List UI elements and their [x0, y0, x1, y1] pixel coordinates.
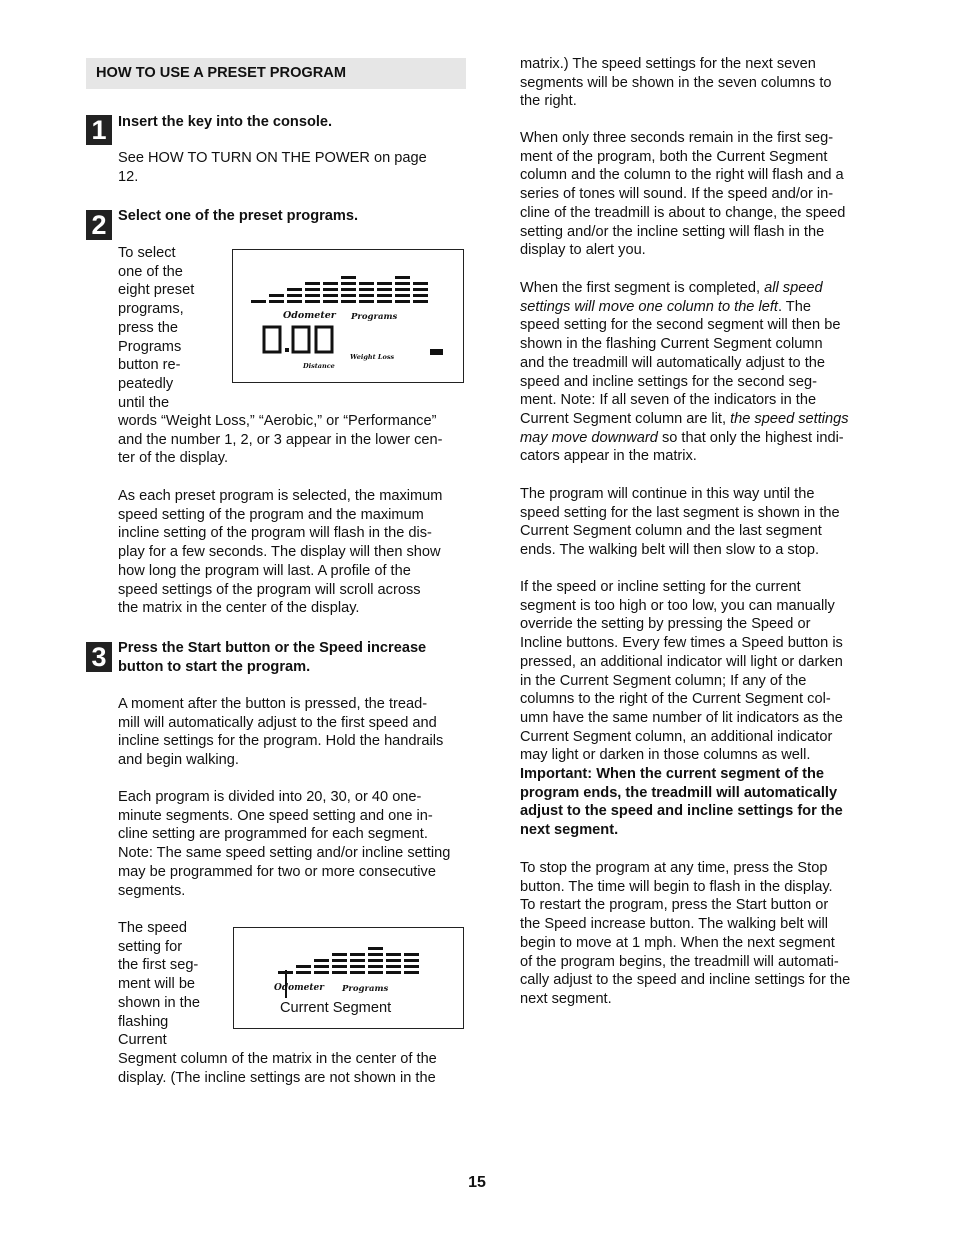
matrix-segment	[368, 971, 383, 974]
matrix-segment	[341, 276, 356, 279]
matrix-segment	[404, 953, 419, 956]
step-2-title: Select one of the preset programs.	[118, 208, 359, 224]
matrix-segment	[323, 288, 338, 291]
matrix-segment	[368, 965, 383, 968]
matrix-segment	[332, 965, 347, 968]
matrix-segment	[341, 294, 356, 297]
section-header	[86, 58, 466, 89]
distance-label: Distance	[303, 362, 335, 370]
step-3-continued: Segment column of the matrix in the center of the display. (The incline settings are not shown in the	[118, 1051, 437, 1086]
odometer-label-2: Odometer	[274, 983, 325, 993]
matrix-segment	[314, 971, 329, 974]
matrix-segment	[296, 971, 311, 974]
matrix-segment	[350, 965, 365, 968]
page-number: 15	[468, 1174, 486, 1191]
right-paragraph-2: When only three seconds remain in the first seg- ment of the program, both the Current Segment column and the column to the right will flash and a series of tones will sound. If the speed and/or in- cline of the treadmill is about to change, the speed setting and/or the incline setting will flash in the display to alert you.	[520, 130, 846, 259]
matrix-segment	[386, 965, 401, 968]
right-paragraph-4: The program will continue in this way until the speed setting for the last segment is shown in the Current Segment column and the last segment ends. The walking belt will then slow to a stop.	[520, 486, 840, 559]
step-number-3: 3	[86, 642, 112, 672]
matrix-segment	[287, 294, 302, 297]
matrix-segment	[368, 947, 383, 950]
matrix-segment	[413, 282, 428, 285]
matrix-segment	[269, 300, 284, 303]
right-paragraph-5: If the speed or incline setting for the current segment is too high or too low, you can manually override the setting by pressing the Speed or Incline buttons. Every few times a Speed button is pressed, an additional indicator will light or darken in the Current Segment column; If any of the columns to the right of the Current Segment col- umn have the same number of lit indicators as the Current Segment column, an additional indicator may light or darken in those columns as well. Important: When the current segment of the program ends, the treadmill will automatically adjust to the speed and incline settings for the next segment.	[520, 579, 843, 839]
matrix-segment	[377, 282, 392, 285]
matrix-segment	[395, 300, 410, 303]
matrix-segment	[413, 294, 428, 297]
console-display-illustration	[232, 249, 464, 383]
weight-loss-label: Weight Loss	[350, 353, 395, 361]
step-number-2: 2	[86, 210, 112, 240]
step-number-1: 1	[86, 115, 112, 145]
step-2-wrap-text: To select one of the eight preset programs, press the Programs button re- peatedly until the	[118, 245, 195, 411]
matrix-segment	[350, 959, 365, 962]
matrix-segment	[386, 959, 401, 962]
matrix-segment	[395, 288, 410, 291]
matrix-segment	[305, 282, 320, 285]
matrix-segment	[341, 282, 356, 285]
matrix-segment	[404, 971, 419, 974]
matrix-segment	[368, 953, 383, 956]
matrix-segment	[269, 294, 284, 297]
matrix-segment	[368, 959, 383, 962]
right-paragraph-3: When the first segment is completed, all speed settings will move one column to the left. The speed setting for the second segment will then be shown in the flashing Current Segment column and the treadmill will automatically adjust to the speed and incline settings for the second seg- ment. Note: If all seven of the indicators in the Current Segment column are lit, the speed settings may move downward so that only the highest indi- cators appear in the matrix.	[520, 280, 849, 465]
matrix-segment	[314, 965, 329, 968]
matrix-segment	[332, 971, 347, 974]
step-1-title: Insert the key into the console.	[118, 114, 333, 130]
matrix-segment	[395, 282, 410, 285]
step-3-paragraph-2: Each program is divided into 20, 30, or 40 one- minute segments. One speed setting and one in- cline setting are programmed for each segment. Note: The same speed setting and/or incline setting may be programmed for two or more consecutive segments.	[118, 789, 451, 899]
programs-label-2: Programs	[342, 984, 389, 994]
matrix-segment	[377, 294, 392, 297]
current-segment-caption: Current Segment	[280, 1000, 392, 1016]
speed-matrix-2	[278, 941, 423, 977]
matrix-segment	[305, 300, 320, 303]
matrix-segment	[332, 959, 347, 962]
matrix-segment	[287, 288, 302, 291]
matrix-segment	[305, 294, 320, 297]
right-paragraph-6: To stop the program at any time, press the Stop button. The time will begin to flash in the display. To restart the program, press the Start button or the Speed increase button. The walking belt will begin to move at 1 mph. When the next segment of the program begins, the treadmill will automati- cally adjust to the speed and incline settings for the next segment.	[520, 860, 851, 1007]
step-2-paragraph-2: As each preset program is selected, the maximum speed setting of the program and the maximum incline setting of the program will flash in the dis- play for a few seconds. The display will then show how long the program will last. A profile of the speed settings of the program will scroll across the matrix in the center of the display.	[118, 488, 443, 617]
lcd-readout-digits	[261, 324, 337, 356]
speed-matrix	[251, 268, 431, 306]
program-indicator	[430, 349, 443, 355]
matrix-segment	[404, 965, 419, 968]
section-title: HOW TO USE A PRESET PROGRAM	[96, 65, 347, 81]
matrix-segment	[413, 300, 428, 303]
matrix-segment	[350, 971, 365, 974]
matrix-segment	[413, 288, 428, 291]
matrix-segment	[386, 953, 401, 956]
matrix-segment	[359, 288, 374, 291]
current-segment-illustration	[233, 927, 464, 1029]
matrix-segment	[377, 288, 392, 291]
matrix-segment	[359, 294, 374, 297]
step-2-continued: words “Weight Loss,” “Aerobic,” or “Performance” and the number 1, 2, or 3 appear in the lower cen- ter of the display.	[118, 413, 443, 467]
step-1-body: See HOW TO TURN ON THE POWER on page 12.	[118, 150, 427, 185]
matrix-segment	[341, 300, 356, 303]
matrix-segment	[323, 294, 338, 297]
step-3-paragraph-1: A moment after the button is pressed, the tread- mill will automatically adjust to the first speed and incline settings for the program. Hold the handrails and begin walking.	[118, 696, 444, 769]
matrix-segment	[377, 300, 392, 303]
matrix-segment	[314, 959, 329, 962]
matrix-segment	[404, 959, 419, 962]
step-3-title: Press the Start button or the Speed increase button to start the program.	[118, 640, 427, 675]
matrix-segment	[287, 300, 302, 303]
matrix-segment	[386, 971, 401, 974]
matrix-segment	[323, 300, 338, 303]
matrix-segment	[359, 282, 374, 285]
matrix-segment	[359, 300, 374, 303]
matrix-segment	[350, 953, 365, 956]
right-paragraph-1: matrix.) The speed settings for the next seven segments will be shown in the seven columns to the right.	[520, 56, 832, 110]
matrix-segment	[395, 294, 410, 297]
matrix-segment	[251, 300, 266, 303]
matrix-segment	[305, 288, 320, 291]
matrix-segment	[323, 282, 338, 285]
matrix-segment	[395, 276, 410, 279]
step-3-wrap-text: The speed setting for the first seg- ment will be shown in the flashing Current	[118, 920, 200, 1049]
odometer-label: Odometer	[283, 310, 336, 321]
matrix-segment	[332, 953, 347, 956]
programs-label: Programs	[351, 312, 398, 322]
matrix-segment	[296, 965, 311, 968]
matrix-segment	[341, 288, 356, 291]
